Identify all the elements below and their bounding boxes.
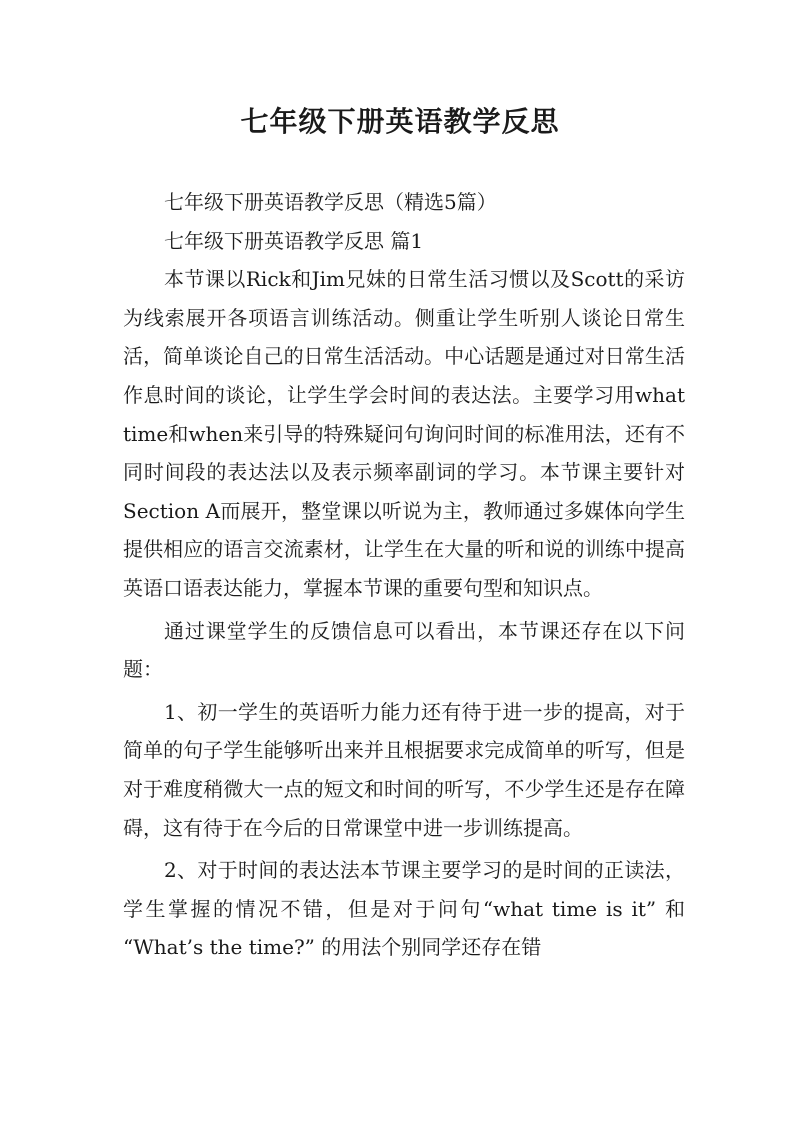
paragraph-problems-lead: 通过课堂学生的反馈信息可以看出，本节课还存在以下问题： xyxy=(123,618,685,682)
paragraph-problem-1: 1、初一学生的英语听力能力还有待于进一步的提高，对于简单的句子学生能够听出来并且根据要求完成简单的听写，但是对于难度稍微大一点的短文和时间的听写，不少学生还是存在障碍，这有待于在今后的日常课堂中进一步训练提高。 xyxy=(123,699,685,840)
paragraph-intro: 本节课以Rick和Jim兄妹的日常生活习惯以及Scott的采访为线索展开各项语言训练活动。侧重让学生听别人谈论日常生活，简单谈论自己的日常生活活动。中心话题是通过对日常生活作息时间的谈论，让学生学会时间的表达法。主要学习用what time和when来引导的特殊疑问句询问时间的标准用法，还有不同时间段的表达法以及表示频率副词的学习。本节课主要针对Section A而展开，整堂课以听说为主，教师通过多媒体向学生提供相应的语言交流素材，让学生在大量的听和说的训练中提高英语口语表达能力，掌握本节课的重要句型和知识点。 xyxy=(123,267,685,600)
document-body xyxy=(123,183,685,967)
paragraph-problem-2: 2、对于时间的表达法本节课主要学习的是时间的正读法，学生掌握的情况不错，但是对于问句“what time is it” 和 “What’s the time?” 的用法个别同学还存在错 xyxy=(123,858,685,960)
section-heading: 七年级下册英语教学反思 篇1 xyxy=(164,228,424,253)
subtitle: 七年级下册英语教学反思（精选5篇） xyxy=(164,190,497,214)
document-title: 七年级下册英语教学反思 xyxy=(240,105,560,138)
